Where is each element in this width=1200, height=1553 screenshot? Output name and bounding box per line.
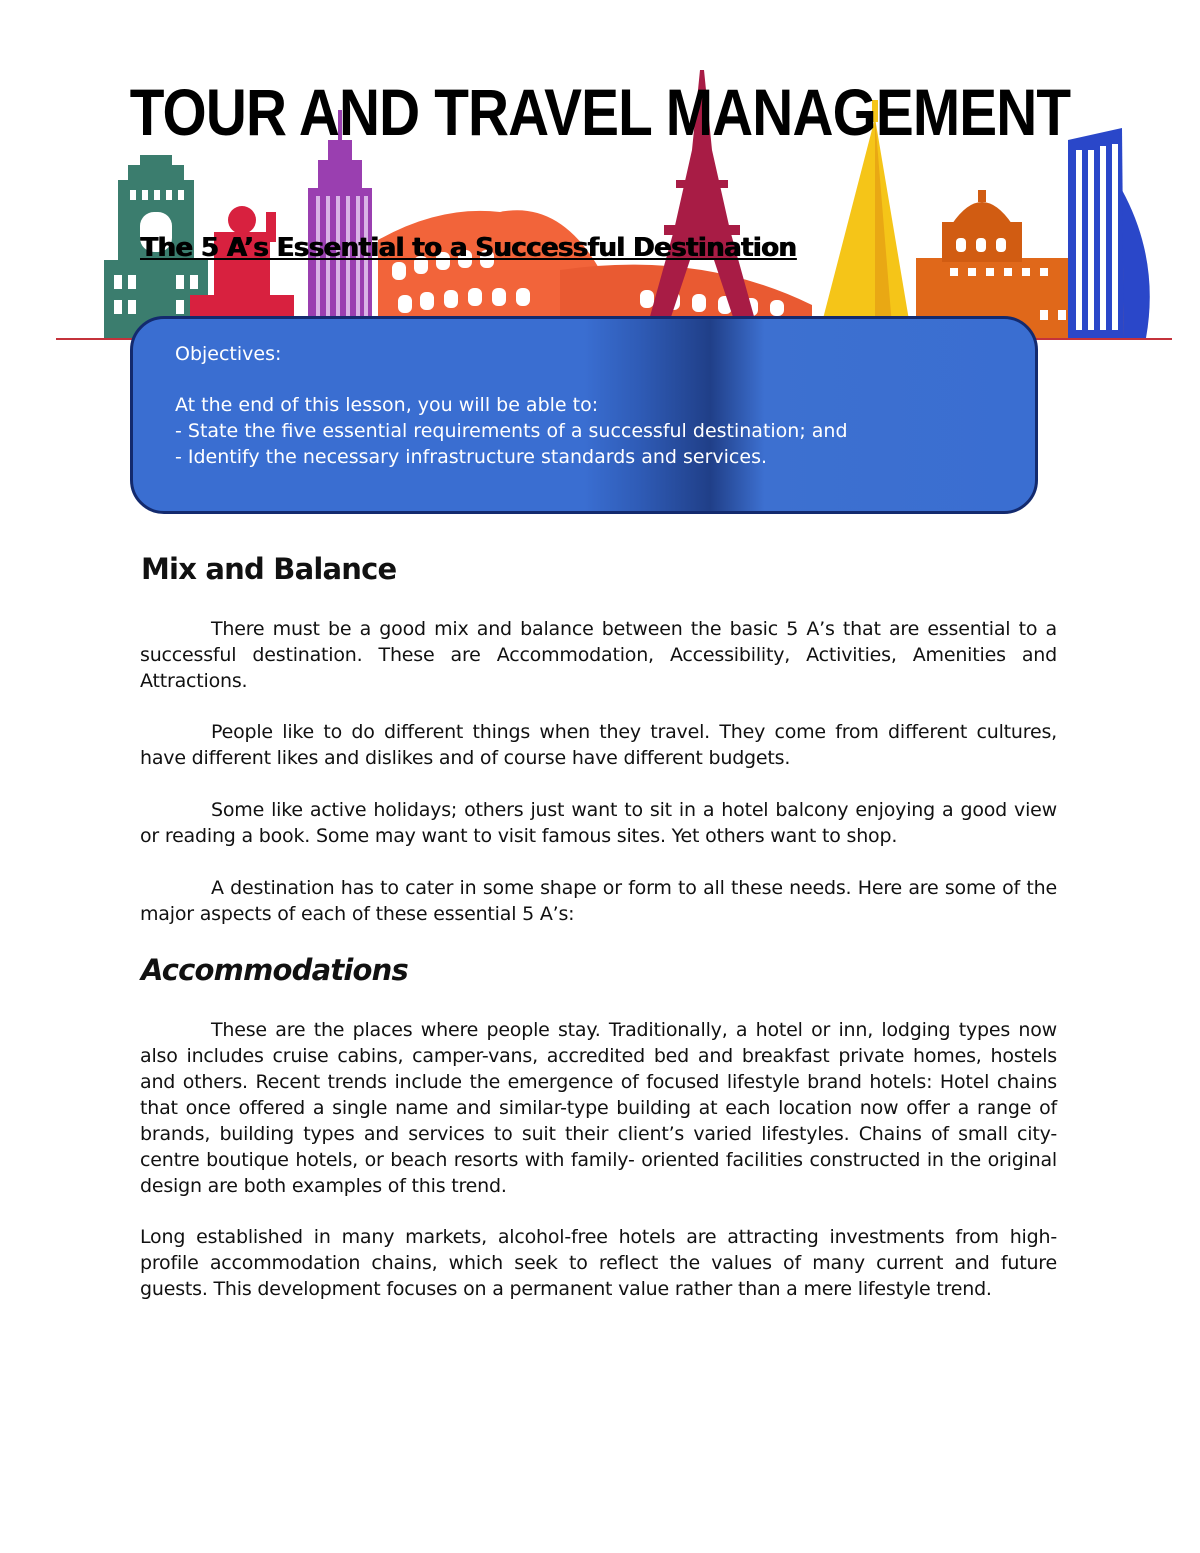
paragraph: People like to do different things when they travel. They come from different cultures, have different likes and dislikes and of course have different budgets.	[140, 721, 1057, 769]
blue-skyscraper-icon	[1068, 128, 1150, 338]
page-title: TOUR AND TRAVEL MANAGEMENT	[129, 75, 1071, 149]
objective-item: - Identify the necessary infrastructure standards and services.	[175, 446, 768, 468]
paragraph: These are the places where people stay. Traditionally, a hotel or inn, lodging types now also includes cruise cabins, camper-vans, accredited bed and breakfast private homes, hostels and others. Recent trends include the emergence of focused lifestyle brand hotels: Hotel chains that once offered a single name and similar-type building at each location now offer a range of brands, building types and services to suit their client’s varied lifestyles. Chains of small city-centre boutique hotels, or beach resorts with family- oriented facilities constructed in the original design are both examples of this trend.	[140, 1019, 1057, 1197]
objectives-intro: At the end of this lesson, you will be able to:	[175, 394, 599, 416]
lesson-subtitle: The 5 A’s Essential to a Successful Destination	[140, 233, 796, 263]
section-heading-mix-and-balance: Mix and Balance	[141, 552, 397, 586]
skyline-illustration	[0, 0, 1200, 360]
paragraph: Long established in many markets, alcohol-free hotels are attracting investments from high-profile accommodation chains, which seek to reflect the values of many current and future guests. This development focuses on a permanent value rather than a mere lifestyle trend.	[140, 1226, 1057, 1300]
paragraph: Some like active holidays; others just want to sit in a hotel balcony enjoying a good view or reading a book. Some may want to visit famous sites. Yet others want to shop.	[140, 799, 1057, 847]
objectives-box	[130, 316, 1038, 514]
section-heading-accommodations: Accommodations	[141, 953, 408, 987]
objectives-heading: Objectives:	[175, 343, 282, 365]
paragraph: A destination has to cater in some shape or form to all these needs. Here are some of the major aspects of each of these essential 5 A’s:	[140, 877, 1057, 925]
objective-item: - State the five essential requirements of a successful destination; and	[175, 420, 848, 442]
paragraph: There must be a good mix and balance between the basic 5 A’s that are essential to a successful destination. These are Accommodation, Accessibility, Activities, Amenities and Attractions.	[140, 618, 1057, 692]
